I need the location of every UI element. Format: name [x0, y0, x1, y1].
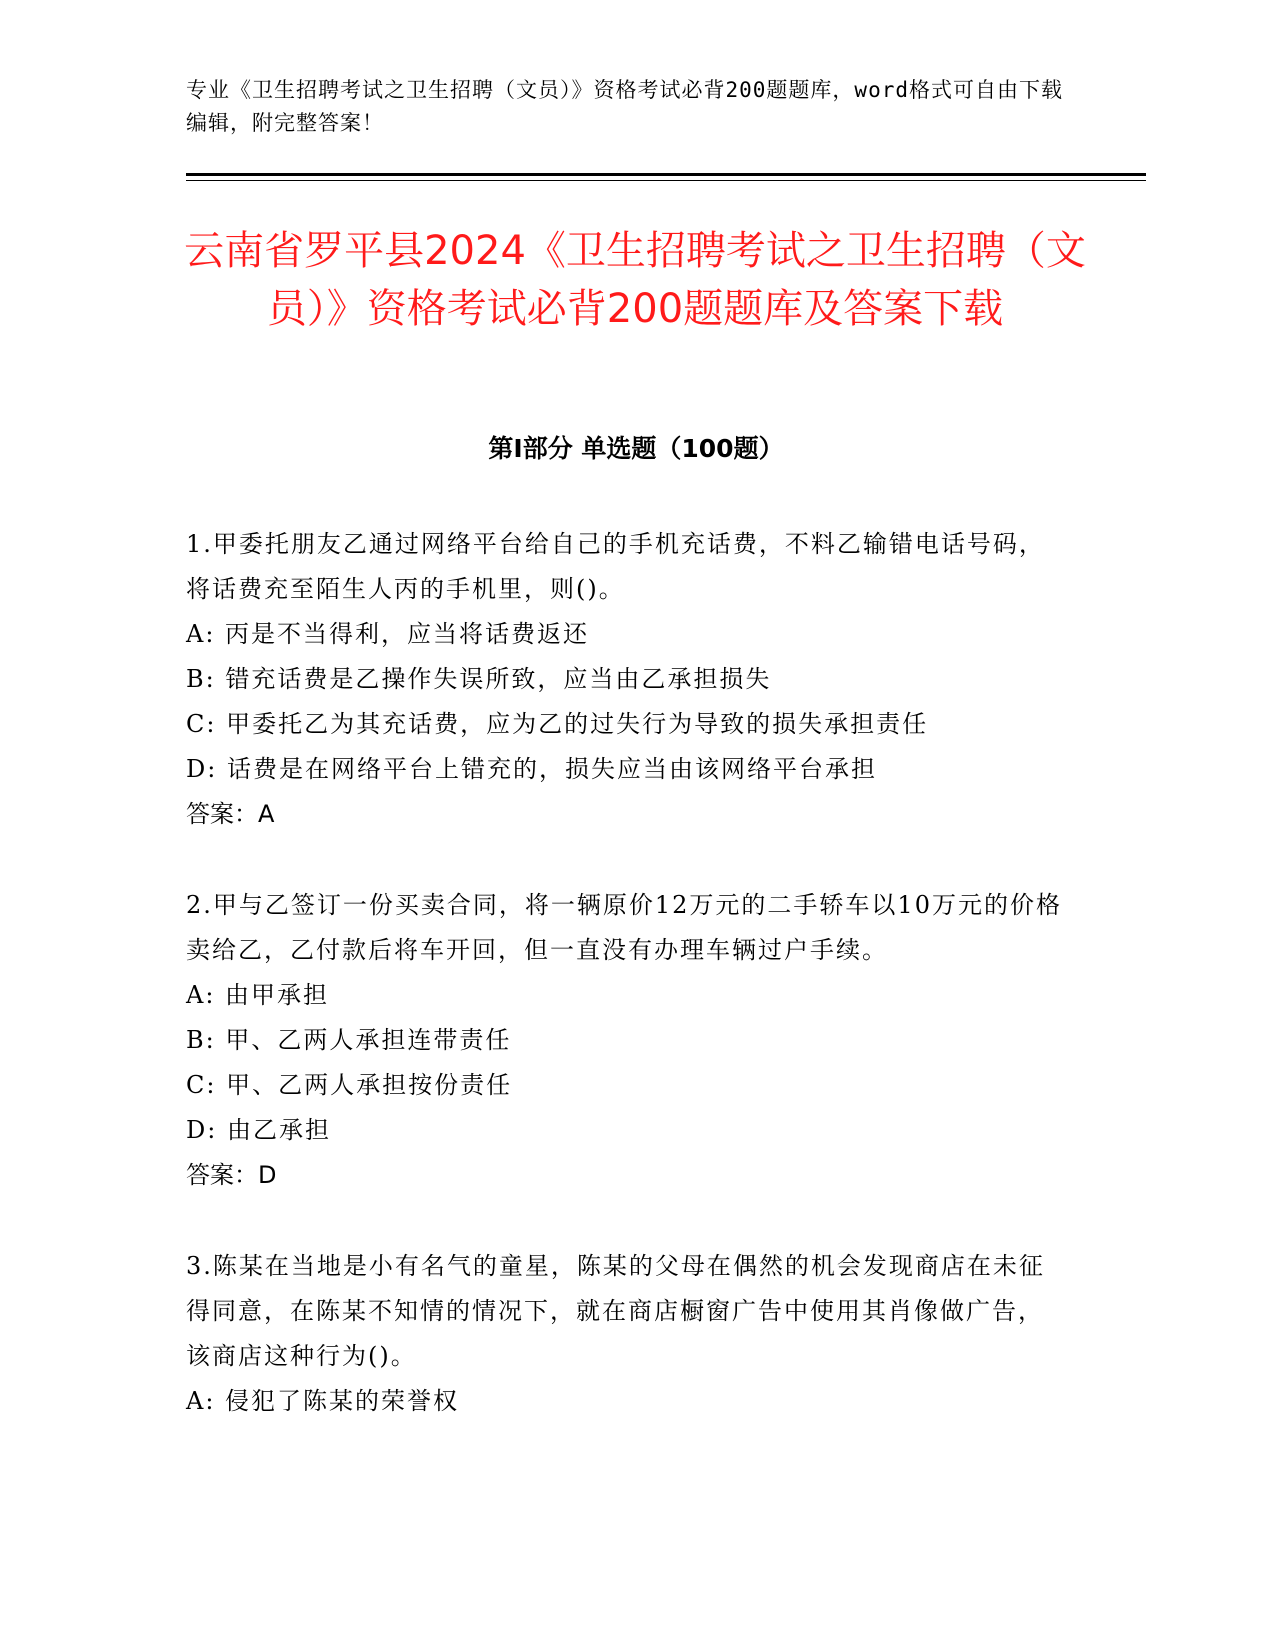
- question-list: [186, 522, 1066, 1470]
- answer: 答案：A: [186, 800, 275, 828]
- question-text: 3.陈某在当地是小有名气的童星，陈某的父母在偶然的机会发现商店在未征得同意，在陈某不知情的情况下，就在商店橱窗广告中使用其肖像做广告，该商店这种行为()。: [186, 1252, 1045, 1370]
- option-a: A: 丙是不当得利，应当将话费返还: [186, 620, 590, 648]
- section-title: 第I部分 单选题（100题）: [488, 434, 784, 463]
- option-c: C: 甲委托乙为其充话费，应为乙的过失行为导致的损失承担责任: [186, 710, 929, 738]
- question-text: 1.甲委托朋友乙通过网络平台给自己的手机充话费，不料乙输错电话号码，将话费充至陌生人丙的手机里，则()。: [186, 530, 1045, 603]
- question-3: [186, 1244, 1066, 1424]
- option-a: A: 侵犯了陈某的荣誉权: [186, 1387, 460, 1415]
- option-a: A: 由甲承担: [186, 981, 330, 1009]
- option-d: D: 由乙承担: [186, 1116, 331, 1144]
- option-b: B: 错充话费是乙操作失误所致，应当由乙承担损失: [186, 665, 772, 693]
- header-divider-thick: [186, 173, 1146, 176]
- question-1: [186, 522, 1066, 837]
- header-note: 专业《卫生招聘考试之卫生招聘（文员）》资格考试必背200题题库，word格式可自由下载编辑，附完整答案！: [186, 78, 1063, 135]
- question-text: 2.甲与乙签订一份买卖合同，将一辆原价12万元的二手轿车以10万元的价格卖给乙，乙付款后将车开回，但一直没有办理车辆过户手续。: [186, 891, 1062, 964]
- option-c: C: 甲、乙两人承担按份责任: [186, 1071, 513, 1099]
- option-d: D: 话费是在网络平台上错充的，损失应当由该网络平台承担: [186, 755, 877, 783]
- document-title: 云南省罗平县2024《卫生招聘考试之卫生招聘（文员）》资格考试必背200题题库及答案下载: [184, 228, 1086, 332]
- header-divider-thin: [186, 180, 1146, 181]
- option-b: B: 甲、乙两人承担连带责任: [186, 1026, 512, 1054]
- answer: 答案：D: [186, 1161, 277, 1189]
- question-2: [186, 883, 1066, 1198]
